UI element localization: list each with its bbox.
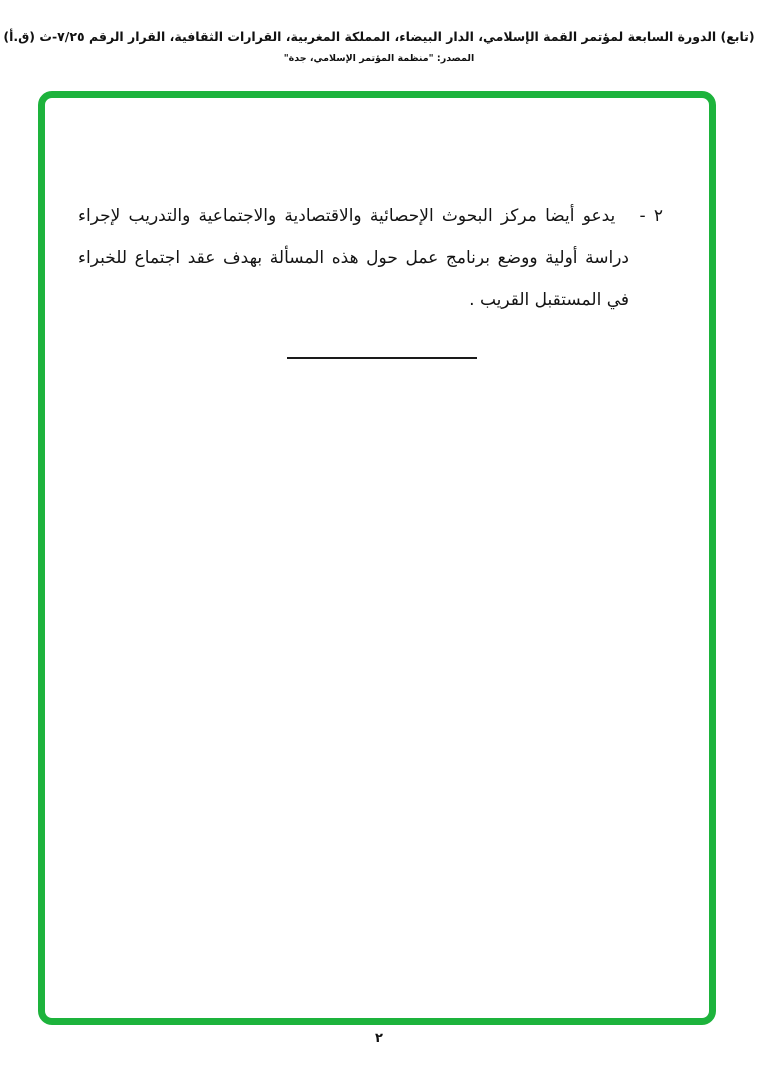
document-header (0, 27, 758, 66)
clause-number: ٢ - (639, 206, 664, 226)
decorative-border-frame (38, 91, 716, 1025)
section-divider (287, 357, 477, 359)
resolution-clause (78, 195, 663, 321)
clause-text: يدعو أيضا مركز البحوث الإحصائية والاقتصادية والاجتماعية والتدريب لإجراء دراسة أولية ووضع برنامج عمل حول هذه المسألة بهدف عقد اجتماع للخبراء في المستقبل القريب . (78, 206, 629, 310)
page-number: ٢ (375, 1031, 383, 1046)
header-continuation-line: (تابع) الدورة السابعة لمؤتمر القمة الإسلامي، الدار البيضاء، المملكة المغربية، القرارات الثقافية، القرار الرقم ٧/٢٥-ث (ق.أ) (3, 29, 755, 44)
header-source-line: المصدر: "منظمة المؤتمر الإسلامي، جدة" (283, 53, 475, 64)
